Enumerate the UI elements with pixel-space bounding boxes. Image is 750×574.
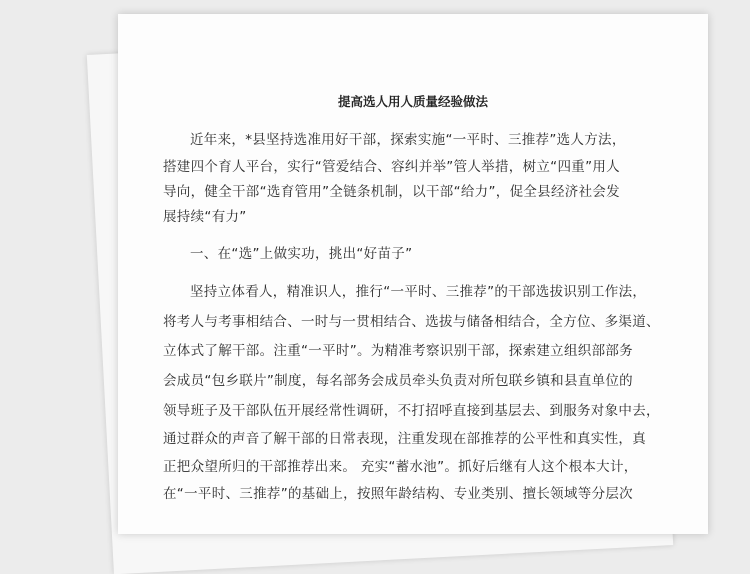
paragraph-line: 领导班子及干部队伍开展经常性调研，不打招呼直接到基层去、到服务对象中去， (163, 403, 660, 419)
document-page (118, 14, 708, 534)
paragraph-line: 导向，健全干部“选育管用”全链条机制，以干部“给力”，促全县经济社会发 (163, 184, 620, 200)
paragraph-line: 搭建四个育人平台，实行“管爱结合、容纠并举”管人举措，树立“四重”用人 (163, 159, 620, 175)
paragraph-line: 正把众望所归的干部推荐出来。 充实“蓄水池”。抓好后继有人这个根本大计， (163, 459, 638, 475)
paragraph-line: 展持续“有力” (163, 209, 247, 225)
paragraph-line: 近年来，*县坚持选准用好干部，探索实施“一平时、三推荐”选人方法， (190, 132, 626, 148)
paragraph-line: 通过群众的声音了解干部的日常表现，注重发现在部推荐的公平性和真实性，真 (163, 431, 646, 447)
section-heading: 一、在“选”上做实功，挑出“好苗子” (190, 246, 413, 262)
document-title: 提高选人用人质量经验做法 (337, 94, 488, 109)
paragraph-line: 会成员“包乡联片”制度，每名部务会成员牵头负责对所包联乡镇和县直单位的 (163, 373, 633, 389)
paragraph-line: 立体式了解干部。注重“一平时”。为精准考察识别干部，探索建立组织部部务 (163, 343, 633, 359)
paragraph-line: 坚持立体看人，精准识人，推行“一平时、三推荐”的干部选拔识别工作法， (190, 284, 647, 300)
paragraph-line: 将考人与考事相结合、一时与一贯相结合、选拔与储备相结合，全方位、多渠道、 (163, 314, 660, 330)
paragraph-line: 在“一平时、三推荐”的基础上，按照年龄结构、专业类别、擅长领域等分层次 (163, 486, 633, 502)
